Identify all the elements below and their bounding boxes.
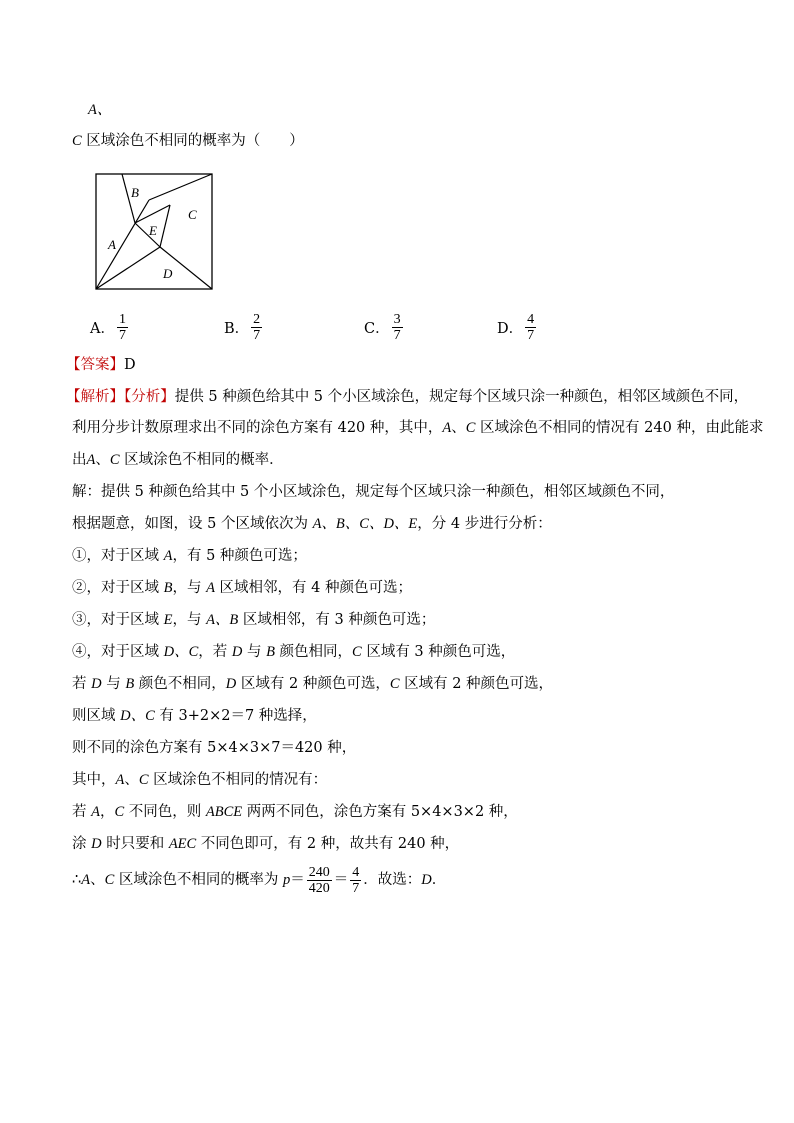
question-var-a: A、: [88, 102, 112, 118]
solution-text-4c: ，与: [172, 580, 207, 596]
option-c-label: C．: [364, 321, 390, 337]
question-line-2: [72, 131, 304, 151]
solution-text-12c: 时只要和: [101, 836, 169, 852]
analysis-sub-tag: 【分析】: [124, 389, 175, 405]
solution-line-2: [72, 514, 552, 534]
option-d[interactable]: [497, 312, 538, 343]
option-b-numerator: 2: [253, 312, 261, 327]
solution-text-10a: 其中，: [72, 772, 116, 788]
solution-text-13e: 区域涂色不相同的概率为: [114, 872, 283, 888]
option-b[interactable]: [224, 312, 264, 343]
solution-text-2c: ，分 4 步进行分析：: [417, 516, 552, 532]
solution-text-3c: ，有 5 种颜色可选；: [172, 548, 307, 564]
solution-line-12: [72, 834, 459, 854]
solution-var-7f: D: [225, 676, 237, 692]
solution-var-6h: C: [352, 644, 362, 660]
region-diagram-svg: [92, 170, 218, 294]
final-answer-var: D: [421, 872, 432, 888]
solution-var-11d: C: [114, 804, 125, 820]
solution-var-4b: B: [163, 580, 173, 596]
analysis-text-3e: 区域涂色不相同的概率．: [119, 452, 284, 468]
region-label-c: C: [188, 207, 197, 222]
analysis-line-3: [72, 450, 284, 470]
solution-var-11b: A: [91, 804, 100, 820]
solution-text-6g: 颜色相同，: [274, 644, 353, 660]
analysis-line-1: [66, 387, 748, 407]
fraction-4-7: [350, 865, 361, 896]
analysis-var-c: C: [465, 420, 476, 436]
solution-var-6f: B: [266, 644, 275, 660]
answer-line: [66, 355, 136, 375]
analysis-text-2e: 区域涂色不相同的情况有 240 种，由此能求: [475, 420, 764, 436]
solution-text-10c: 、: [124, 772, 139, 788]
solution-var-13d: C: [104, 872, 115, 888]
question-var-c: C: [72, 133, 82, 149]
solution-line-3: [72, 546, 307, 566]
solution-text-6e: 与: [242, 644, 267, 660]
option-a-denominator: 7: [118, 328, 126, 343]
solution-text-4a: ②，对于区域: [72, 580, 164, 596]
solution-text-9: 则不同的涂色方案有 5×4×3×7＝420 种，: [72, 740, 357, 756]
answer-value: D: [124, 357, 136, 373]
fraction-1-denominator: 420: [308, 880, 330, 896]
analysis-sep2: 、: [95, 452, 110, 468]
option-b-label: B．: [224, 321, 250, 337]
equals-1: ＝: [290, 872, 305, 888]
solution-vars-2: A、B、C、D、E: [312, 516, 418, 532]
region-diagram: [92, 170, 218, 298]
region-label-e: E: [149, 223, 157, 238]
analysis-text-1: 提供 5 种颜色给其中 5 个小区域涂色，规定每个区域只涂一种颜色，相邻区域颜色不同，: [174, 389, 749, 405]
solution-var-7d: B: [125, 676, 135, 692]
option-d-numerator: 4: [527, 312, 535, 327]
solution-text-5c: ，与: [172, 612, 207, 628]
solution-text-8c: 有 3+2×2＝7 种选择，: [154, 708, 317, 724]
analysis-text-3a: 出: [72, 452, 87, 468]
solution-line-7: [72, 674, 553, 694]
solution-var-13b: A: [81, 872, 91, 888]
region-label-d: D: [163, 266, 173, 281]
solution-text-10e: 区域涂色不相同的情况有：: [148, 772, 328, 788]
answer-tag: 【答案】: [66, 357, 124, 373]
solution-line-1: [72, 482, 674, 502]
option-a-fraction: [117, 312, 128, 343]
solution-var-5d: A、B: [206, 612, 239, 628]
solution-line-11: [72, 802, 518, 822]
solution-var-4d: A: [206, 580, 215, 596]
option-d-label: D．: [497, 321, 524, 337]
option-c[interactable]: [364, 312, 405, 343]
option-c-fraction: [392, 312, 403, 343]
region-label-a: A: [108, 237, 116, 252]
solution-var-11f: ABCE: [205, 804, 243, 820]
solution-text-8a: 则区域: [72, 708, 121, 724]
option-b-fraction: [251, 312, 262, 343]
solution-text-1: 解：提供 5 种颜色给其中 5 个小区域涂色，规定每个区域只涂一种颜色，相邻区域颜色不同，: [72, 484, 675, 500]
solution-var-7b: D: [91, 676, 102, 692]
solution-text-2a: 根据题意，如图，设 5 个区域依次为: [72, 516, 313, 532]
probability-var: p: [282, 872, 291, 888]
analysis-var-a: A: [442, 420, 452, 436]
solution-var-7h: C: [389, 676, 400, 692]
solution-text-11e: 不同色，则: [124, 804, 206, 820]
solution-text-11c: ，: [99, 804, 115, 820]
solution-line-13: [72, 862, 446, 898]
solution-text-5a: ③，对于区域: [72, 612, 164, 628]
option-a-label: A．: [90, 321, 115, 337]
solution-text-7e: 颜色不相同，: [134, 676, 226, 692]
solution-var-6d: D: [231, 644, 243, 660]
solution-line-8: [72, 706, 317, 726]
solution-var-6b: D、C: [163, 644, 199, 660]
solution-var-5b: E: [163, 612, 173, 628]
solution-text-13i: ．故选：: [363, 872, 422, 888]
fraction-240-420: [307, 865, 332, 896]
analysis-text-2a: 利用分步计数原理求出不同的涂色方案有 420 种，其中，: [72, 420, 443, 436]
solution-text-6a: ④，对于区域: [72, 644, 164, 660]
analysis-var-a2: A: [86, 452, 96, 468]
question-text: 区域涂色不相同的概率为（ ）: [81, 133, 304, 149]
solution-var-10b: A: [115, 772, 125, 788]
solution-text-7a: 若: [72, 676, 92, 692]
analysis-tag: 【解析】: [66, 389, 124, 405]
option-c-numerator: 3: [393, 312, 401, 327]
therefore-symbol: ∴: [72, 872, 82, 888]
solution-line-4: [72, 578, 412, 598]
solution-text-4e: 区域相邻，有 4 种颜色可选；: [214, 580, 412, 596]
solution-text-13c: 、: [90, 872, 105, 888]
solution-text-6c: ，若: [198, 644, 232, 660]
solution-text-7i: 区域有 2 种颜色可选，: [399, 676, 554, 692]
fraction-2-numerator: 4: [352, 864, 360, 880]
solution-var-12b: D: [91, 836, 102, 852]
solution-line-5: [72, 610, 435, 630]
option-a-numerator: 1: [118, 312, 126, 327]
solution-text-7c: 与: [101, 676, 126, 692]
solution-var-3: A: [163, 548, 173, 564]
solution-var-12d: AEC: [168, 836, 197, 852]
option-d-denominator: 7: [527, 328, 535, 343]
option-d-fraction: [525, 312, 536, 343]
solution-line-6: [72, 642, 515, 662]
solution-text-12a: 涂: [72, 836, 92, 852]
solution-text-11a: 若: [72, 804, 92, 820]
solution-text-12e: 不同色即可，有 2 种，故共有 240 种，: [196, 836, 460, 852]
solution-line-10: [72, 770, 327, 790]
option-c-denominator: 7: [393, 328, 401, 343]
option-a[interactable]: [90, 312, 130, 343]
fraction-2-denominator: 7: [352, 880, 360, 896]
solution-text-3a: ①，对于区域: [72, 548, 164, 564]
solution-text-7g: 区域有 2 种颜色可选，: [236, 676, 390, 692]
option-b-denominator: 7: [253, 328, 261, 343]
analysis-sep: 、: [451, 420, 466, 436]
analysis-line-2: [72, 418, 763, 438]
region-label-b: B: [131, 185, 139, 200]
solution-text-5e: 区域相邻，有 3 种颜色可选；: [238, 612, 436, 628]
solution-var-10d: C: [138, 772, 149, 788]
equals-2: ＝: [333, 872, 349, 888]
solution-text-6i: 区域有 3 种颜色可选，: [361, 644, 516, 660]
analysis-var-c2: C: [109, 452, 120, 468]
solution-text-11g: 两两不同色，涂色方案有 5×4×3×2 种，: [242, 804, 518, 820]
solution-line-9: [72, 738, 356, 758]
solution-var-8b: D、C: [120, 708, 155, 724]
question-line-1: [88, 100, 111, 120]
final-period: ．: [431, 872, 447, 888]
fraction-1-numerator: 240: [308, 864, 330, 880]
